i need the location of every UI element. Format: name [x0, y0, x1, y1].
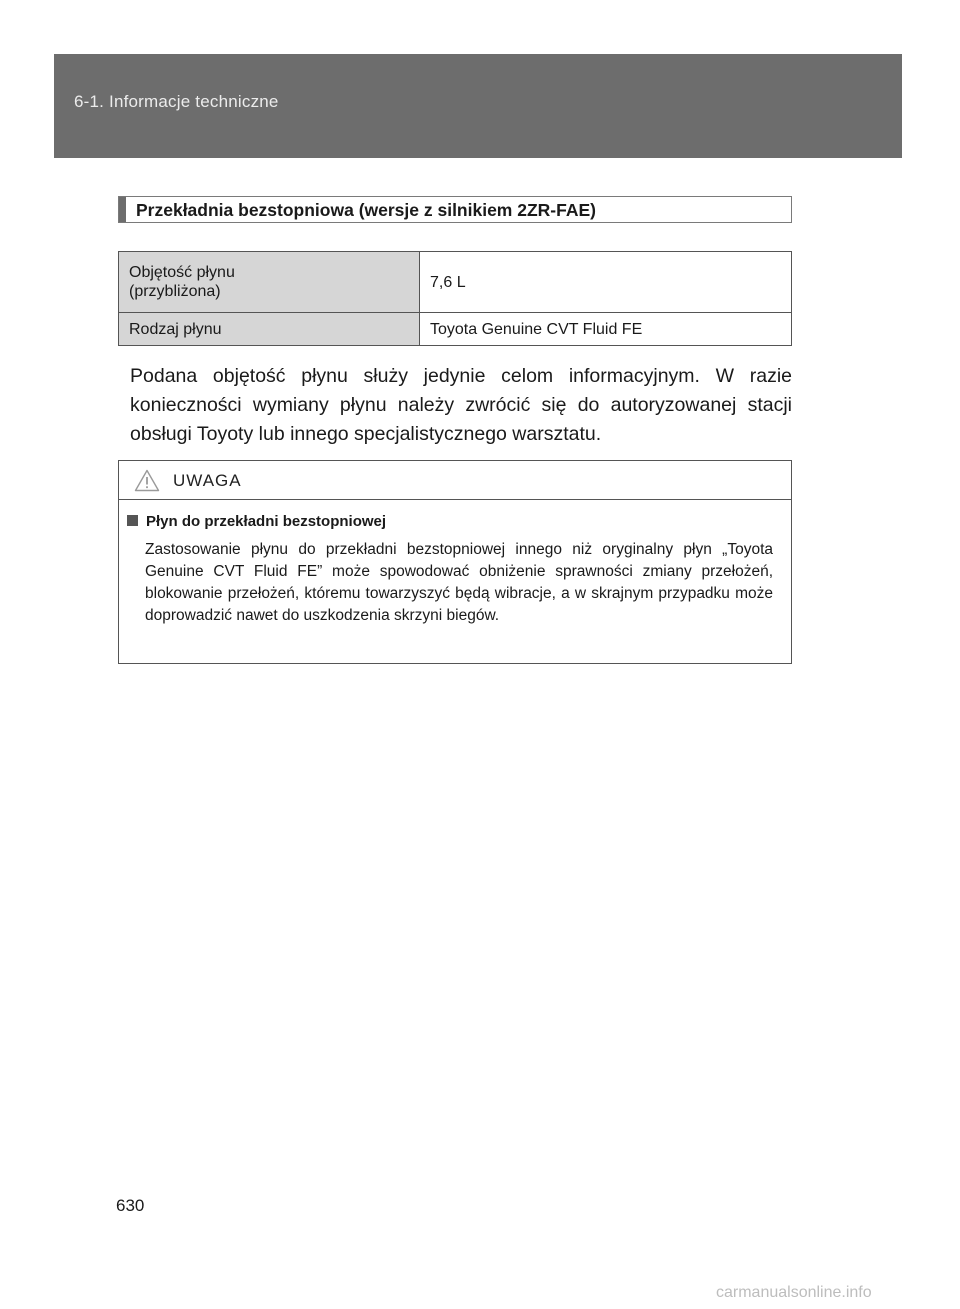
square-bullet-icon	[127, 515, 138, 526]
warning-triangle-icon	[134, 469, 160, 492]
spec-value-fluid-type: Toyota Genuine CVT Fluid FE	[420, 313, 792, 346]
spec-table	[118, 251, 792, 346]
warning-item-title	[127, 513, 386, 530]
spec-value-capacity: 7,6 L	[420, 252, 792, 313]
section-heading-text: Przekładnia bezstopniowa (wersje z silnikiem 2ZR-FAE)	[136, 200, 596, 220]
warning-box	[118, 460, 792, 664]
warning-item-title-text: Płyn do przekładni bezstopniowej	[146, 513, 387, 530]
body-paragraph: Podana objętość płynu służy jedynie celom informacyjnym. W razie konieczności wymiany płynu należy zwrócić się do autoryzowanej stacji obsługi Toyoty lub innego specjalistycznego warsztatu.	[130, 365, 792, 445]
section-heading	[118, 196, 792, 223]
warning-item-text: Zastosowanie płynu do przekładni bezstopniowej innego niż oryginalny płyn „Toyota Genuine CVT Fluid FE” może spowodować obniżenie sprawności zmiany przełożeń, blokowanie przełożeń, któremu towarzyszyć będą wibracje, a w skrajnym przypadku może doprowadzić nawet do uszkodzenia skrzyni biegów.	[145, 541, 773, 624]
spec-label-capacity: Objętość płynu (przybliżona)	[119, 252, 420, 313]
chapter-title: 6-1. Informacje techniczne	[74, 92, 279, 111]
table-row	[119, 313, 792, 346]
warning-header	[119, 461, 791, 500]
table-row	[119, 252, 792, 313]
watermark: carmanualsonline.info	[716, 1284, 872, 1301]
header-band	[54, 54, 902, 158]
spec-label-fluid-type: Rodzaj płynu	[119, 313, 420, 346]
page-number: 630	[116, 1196, 145, 1215]
section-heading-marker	[119, 197, 126, 222]
warning-label: UWAGA	[173, 471, 242, 490]
